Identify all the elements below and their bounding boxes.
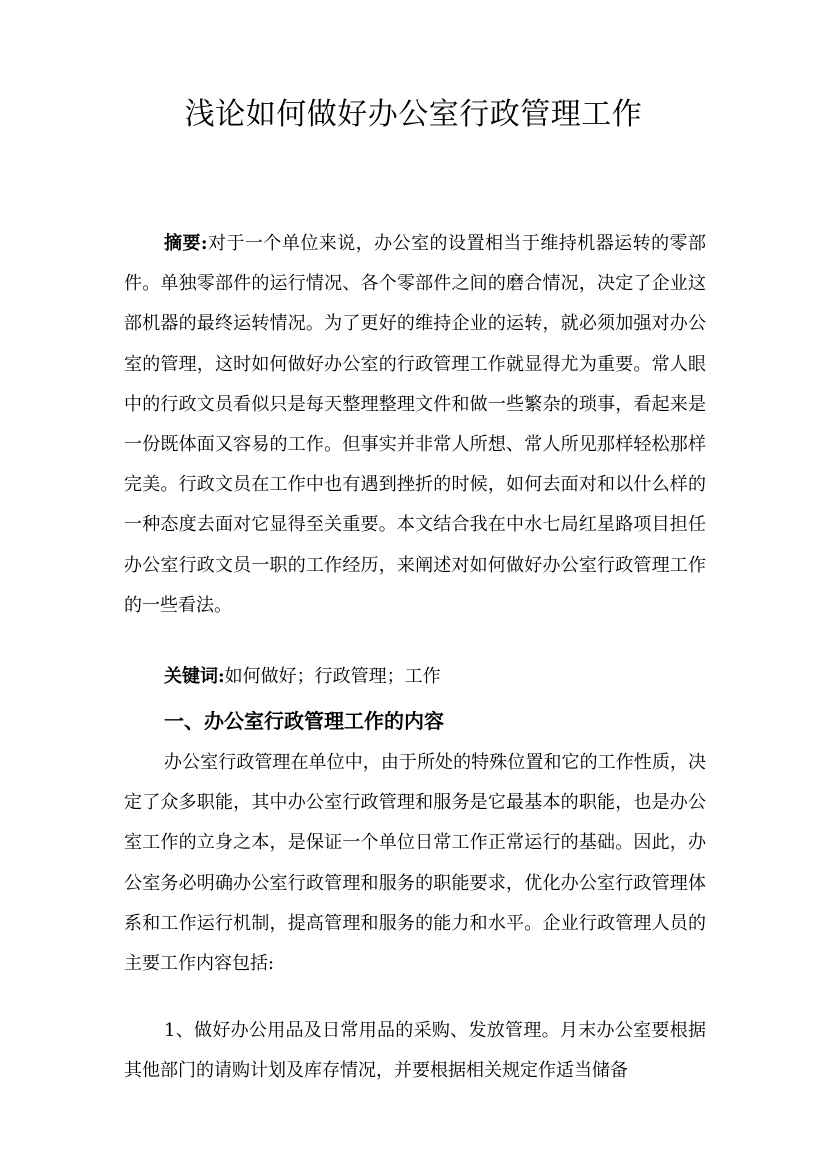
keywords-label: 关键词: — [164, 666, 225, 687]
document-title: 浅论如何做好办公室行政管理工作 — [184, 97, 643, 132]
list-item: 1、做好办公用品及日常用品的采购、发放管理。月末办公室要根据其他部门的请购计划及库存情况，并要根据相关规定作适当储备 — [124, 1020, 706, 1082]
section-heading: 一、办公室行政管理工作的内容 — [164, 709, 444, 733]
keywords-text: 如何做好；行政管理；工作 — [224, 666, 441, 687]
abstract-paragraph — [124, 224, 706, 626]
keywords-paragraph — [124, 657, 706, 697]
section-paragraph: 办公室行政管理在单位中，由于所处的特殊位置和它的工作性质，决定了众多职能，其中办公室行政管理和服务是它最基本的职能，也是办公室工作的立身之本，是保证一个单位日常工作正常运行的基础。因此，办公室务必明确办公室行政管理和服务的职能要求，优化办公室行政管理体系和工作运行机制，提高管理和服务的能力和水平。企业行政管理人员的主要工作内容包括: — [124, 752, 706, 975]
abstract-text: 对于一个单位来说，办公室的设置相当于维持机器运转的零部件。单独零部件的运行情况、各个零部件之间的磨合情况，决定了企业这部机器的最终运转情况。为了更好的维持企业的运转，就必须加强对办公室的管理，这时如何做好办公室的行政管理工作就显得尤为重要。常人眼中的行政文员看似只是每天整理整理文件和做一些繁杂的琐事，看起来是一份既体面又容易的工作。但事实并非常人所想、常人所见那样轻松那样完美。行政文员在工作中也有遇到挫折的时候，如何去面对和以什么样的一种态度去面对它显得至关重要。本文结合我在中水七局红星路项目担任办公室行政文员一职的工作经历，来阐述对如何做好办公室行政管理工作的一些看法。 — [124, 233, 706, 616]
abstract-label: 摘要: — [164, 233, 208, 254]
